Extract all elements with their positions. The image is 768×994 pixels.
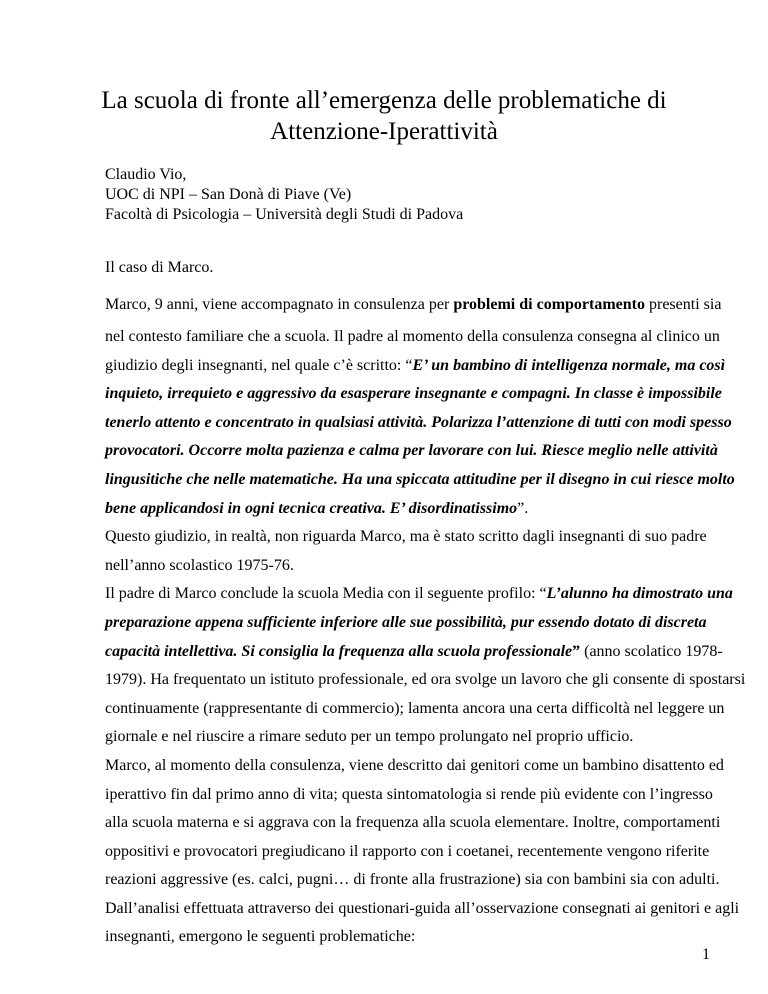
document-title [40,85,728,147]
author-block [105,165,705,225]
body-text [105,291,746,952]
text-line: Questo giudizio, in realtà, non riguarda Marco, ma è stato scritto dagli insegnanti di suo padre [105,528,707,546]
text-line: capacità intellettiva. Si consiglia la frequenza alla scuola professionale” (anno scolatico 1978- [105,642,723,660]
text-line: insegnanti, emergono le seguenti problematiche: [105,928,416,946]
title-line-1: La scuola di fronte all’emergenza delle problematiche di [101,87,667,114]
text-line: 1979). Ha frequentato un istituto professionale, ed ora svolge un lavoro che gli consente di spostarsi [105,671,746,689]
quote-line: preparazione appena sufficiente inferiore alle sue possibilità, pur essendo dotato di discreta [105,613,707,631]
quote-line: provocatori. Occorre molta pazienza e calma per lavorare con lui. Riesce meglio nelle attività [105,442,718,460]
quote-line: tenerlo attento e concentrato in qualsiasi attività. Polarizza l’attenzione di tutti con modi spesso [105,413,732,431]
text-line: bene applicandosi in ogni tecnica creativa. E’ disordinatissimo”. [105,499,529,517]
title-line-2: Attenzione-Iperattività [270,118,498,145]
text-line: Marco, 9 anni, viene accompagnato in consulenza per problemi di comportamento presenti sia [105,296,722,313]
text-line: oppositivi e provocatori pregiudicano il rapporto con i coetanei, recentemente vengono riferite [105,842,710,860]
author-affiliation-1: UOC di NPI – San Donà di Piave (Ve) [105,186,352,203]
section-heading: Il caso di Marco. [105,259,214,276]
text-line: giornale e nel riuscire a rimare seduto per un tempo prolungato nel proprio ufficio. [105,728,634,746]
quote-line: inquieto, irrequieto e aggressivo da esasperare insegnante e compagni. In classe è impossibile [105,385,722,403]
text-line: giudizio degli insegnanti, nel quale c’è scritto: “E’ un bambino di intelligenza normale, ma così [105,356,726,374]
text-line: nel contesto familiare che a scuola. Il padre al momento della consulenza consegna al clinico un [105,328,720,345]
author-affiliation-2: Facoltà di Psicologia – Università degli Studi di Padova [105,206,464,223]
text-line: reazioni aggressive (es. calci, pugni… di fronte alla frustrazione) sia con bambini sia con adulti. [105,871,720,889]
page-number: 1 [702,946,710,963]
text-line: iperattivo fin dal primo anno di vita; questa sintomatologia si rende più evidente con l’ingresso [105,785,713,803]
text-line: Il padre di Marco conclude la scuola Media con il seguente profilo: “L’alunno ha dimostrato una [105,585,733,603]
text-line: Marco, al momento della consulenza, viene descritto dai genitori come un bambino disattento ed [105,756,724,774]
text-line: nell’anno scolastico 1975-76. [105,556,294,574]
text-line: Dall’analisi effettuata attraverso dei questionari-guida all’osservazione consegnati ai genitori e agli [105,899,740,917]
text-line: alla scuola materna e si aggrava con la frequenza alla scuola elementare. Inoltre, comportamenti [105,814,721,832]
author-name: Claudio Vio, [105,166,187,183]
quote-line: lingusitiche che nelle matematiche. Ha una spiccata attitudine per il disegno in cui riesce molto [105,470,735,488]
text-line: continuamente (rappresentante di commercio); lamenta ancora una certa difficoltà nel leggere un [105,699,725,717]
